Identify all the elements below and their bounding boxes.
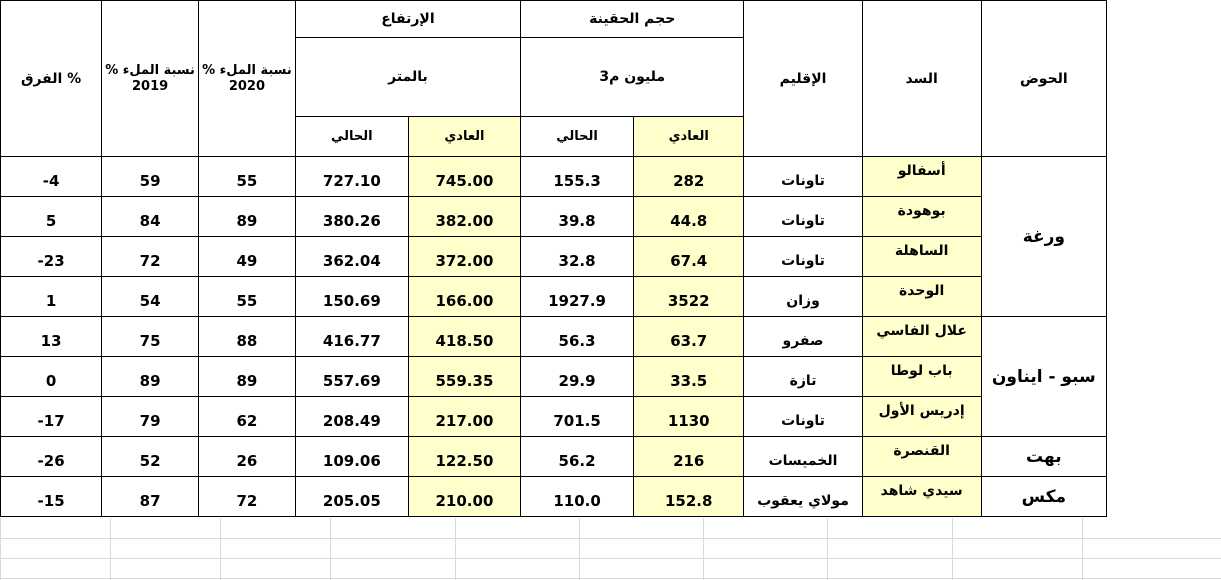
cell-fill-2019[interactable]: 87 xyxy=(102,477,199,517)
cell-height-current[interactable]: 205.05 xyxy=(295,477,408,517)
cell-basin[interactable]: سبو - ايناون xyxy=(981,317,1106,437)
gridline xyxy=(827,518,828,580)
cell-diff[interactable]: -4 xyxy=(1,157,102,197)
gridline xyxy=(0,578,1221,579)
cell-diff[interactable]: 0 xyxy=(1,357,102,397)
cell-dam[interactable]: القنصرة xyxy=(862,437,981,477)
cell-fill-2020[interactable]: 72 xyxy=(199,477,296,517)
cell-capacity-current[interactable]: 701.5 xyxy=(521,397,634,437)
cell-capacity-normal[interactable]: 33.5 xyxy=(634,357,744,397)
cell-capacity-current[interactable]: 155.3 xyxy=(521,157,634,197)
cell-height-normal[interactable]: 418.50 xyxy=(408,317,520,357)
cell-capacity-normal[interactable]: 44.8 xyxy=(634,197,744,237)
gridline xyxy=(455,518,456,580)
header-capacity-normal[interactable]: العادي xyxy=(634,117,744,157)
cell-fill-2019[interactable]: 84 xyxy=(102,197,199,237)
cell-fill-2019[interactable]: 52 xyxy=(102,437,199,477)
cell-height-normal[interactable]: 217.00 xyxy=(408,397,520,437)
cell-capacity-current[interactable]: 110.0 xyxy=(521,477,634,517)
cell-fill-2019[interactable]: 54 xyxy=(102,277,199,317)
cell-dam[interactable]: سيدي شاهد xyxy=(862,477,981,517)
cell-fill-2019[interactable]: 79 xyxy=(102,397,199,437)
cell-province[interactable]: تاونات xyxy=(744,237,862,277)
gridline xyxy=(0,558,1221,559)
cell-diff[interactable]: -15 xyxy=(1,477,102,517)
header-capacity-current[interactable]: الحالي xyxy=(521,117,634,157)
gridline xyxy=(952,518,953,580)
cell-height-normal[interactable]: 166.00 xyxy=(408,277,520,317)
cell-capacity-normal[interactable]: 152.8 xyxy=(634,477,744,517)
header-height-unit[interactable]: بالمتر xyxy=(295,38,520,117)
cell-fill-2020[interactable]: 55 xyxy=(199,277,296,317)
cell-height-normal[interactable]: 122.50 xyxy=(408,437,520,477)
header-capacity[interactable]: حجم الحقينة xyxy=(521,1,744,38)
cell-diff[interactable]: 1 xyxy=(1,277,102,317)
cell-capacity-normal[interactable]: 3522 xyxy=(634,277,744,317)
cell-capacity-normal[interactable]: 282 xyxy=(634,157,744,197)
cell-dam[interactable]: علال الفاسي xyxy=(862,317,981,357)
cell-fill-2020[interactable]: 55 xyxy=(199,157,296,197)
gridline xyxy=(330,518,331,580)
table-row xyxy=(1,437,1221,477)
cell-height-current[interactable]: 362.04 xyxy=(295,237,408,277)
gridline xyxy=(703,518,704,580)
cell-fill-2019[interactable]: 89 xyxy=(102,357,199,397)
cell-basin[interactable]: مكس xyxy=(981,477,1106,517)
cell-dam[interactable]: أسفالو xyxy=(862,157,981,197)
cell-height-normal[interactable]: 745.00 xyxy=(408,157,520,197)
cell-diff[interactable]: -17 xyxy=(1,397,102,437)
cell-capacity-current[interactable]: 56.2 xyxy=(521,437,634,477)
cell-fill-2019[interactable]: 75 xyxy=(102,317,199,357)
table-row xyxy=(1,477,1221,517)
cell-height-current[interactable]: 557.69 xyxy=(295,357,408,397)
cell-dam[interactable]: الساهلة xyxy=(862,237,981,277)
cell-height-current[interactable]: 150.69 xyxy=(295,277,408,317)
cell-fill-2020[interactable]: 89 xyxy=(199,357,296,397)
cell-capacity-normal[interactable]: 216 xyxy=(634,437,744,477)
cell-capacity-current[interactable]: 32.8 xyxy=(521,237,634,277)
cell-fill-2020[interactable]: 62 xyxy=(199,397,296,437)
cell-capacity-current[interactable]: 29.9 xyxy=(521,357,634,397)
cell-province[interactable]: وزان xyxy=(744,277,862,317)
empty-grid-area xyxy=(0,518,1221,580)
header-fill-2019[interactable]: نسبة الملء % 2019 xyxy=(102,1,199,157)
cell-province[interactable]: تازة xyxy=(744,357,862,397)
cell-height-normal[interactable]: 372.00 xyxy=(408,237,520,277)
cell-height-current[interactable]: 416.77 xyxy=(295,317,408,357)
table-row xyxy=(1,317,1221,357)
cell-capacity-normal[interactable]: 63.7 xyxy=(634,317,744,357)
cell-diff[interactable]: 5 xyxy=(1,197,102,237)
cell-height-normal[interactable]: 210.00 xyxy=(408,477,520,517)
cell-basin[interactable]: ورغة xyxy=(981,157,1106,317)
cell-dam[interactable]: الوحدة xyxy=(862,277,981,317)
cell-province[interactable]: تاونات xyxy=(744,197,862,237)
cell-height-current[interactable]: 208.49 xyxy=(295,397,408,437)
header-basin[interactable]: الحوض xyxy=(981,1,1106,157)
cell-fill-2020[interactable]: 89 xyxy=(199,197,296,237)
gridline xyxy=(579,518,580,580)
header-dam[interactable]: السد xyxy=(862,1,981,157)
gridline xyxy=(0,518,1,580)
cell-diff[interactable]: -26 xyxy=(1,437,102,477)
cell-dam[interactable]: بوهودة xyxy=(862,197,981,237)
header-province[interactable]: الإقليم xyxy=(744,1,862,157)
gridline xyxy=(0,538,1221,539)
header-fill-2020[interactable]: نسبة الملء % 2020 xyxy=(199,1,296,157)
cell-height-normal[interactable]: 559.35 xyxy=(408,357,520,397)
cell-fill-2019[interactable]: 72 xyxy=(102,237,199,277)
cell-dam[interactable]: إدريس الأول xyxy=(862,397,981,437)
cell-fill-2020[interactable]: 26 xyxy=(199,437,296,477)
cell-height-current[interactable]: 109.06 xyxy=(295,437,408,477)
cell-fill-2020[interactable]: 88 xyxy=(199,317,296,357)
cell-dam[interactable]: باب لوطا xyxy=(862,357,981,397)
header-diff[interactable]: الفرق % xyxy=(1,1,102,157)
cell-fill-2020[interactable]: 49 xyxy=(199,237,296,277)
cell-height-current[interactable]: 727.10 xyxy=(295,157,408,197)
cell-height-current[interactable]: 380.26 xyxy=(295,197,408,237)
cell-capacity-current[interactable]: 39.8 xyxy=(521,197,634,237)
cell-province[interactable]: تاونات xyxy=(744,397,862,437)
cell-capacity-normal[interactable]: 1130 xyxy=(634,397,744,437)
cell-height-normal[interactable]: 382.00 xyxy=(408,197,520,237)
cell-province[interactable]: صفرو xyxy=(744,317,862,357)
cell-province[interactable]: تاونات xyxy=(744,157,862,197)
cell-diff[interactable]: -23 xyxy=(1,237,102,277)
header-capacity-unit[interactable]: مليون م3 xyxy=(521,38,744,117)
cell-capacity-normal[interactable]: 67.4 xyxy=(634,237,744,277)
header-height[interactable]: الإرتفاع xyxy=(295,1,520,38)
gridline xyxy=(220,518,221,580)
header-height-normal[interactable]: العادي xyxy=(408,117,520,157)
cell-diff[interactable]: 13 xyxy=(1,317,102,357)
cell-fill-2019[interactable]: 59 xyxy=(102,157,199,197)
header-height-current[interactable]: الحالي xyxy=(295,117,408,157)
cell-province[interactable]: مولاي يعقوب xyxy=(744,477,862,517)
cell-province[interactable]: الخميسات xyxy=(744,437,862,477)
gridline xyxy=(110,518,111,580)
cell-capacity-current[interactable]: 1927.9 xyxy=(521,277,634,317)
table-row xyxy=(1,157,1221,197)
cell-basin[interactable]: بهت xyxy=(981,437,1106,477)
gridline xyxy=(1082,518,1083,580)
cell-capacity-current[interactable]: 56.3 xyxy=(521,317,634,357)
